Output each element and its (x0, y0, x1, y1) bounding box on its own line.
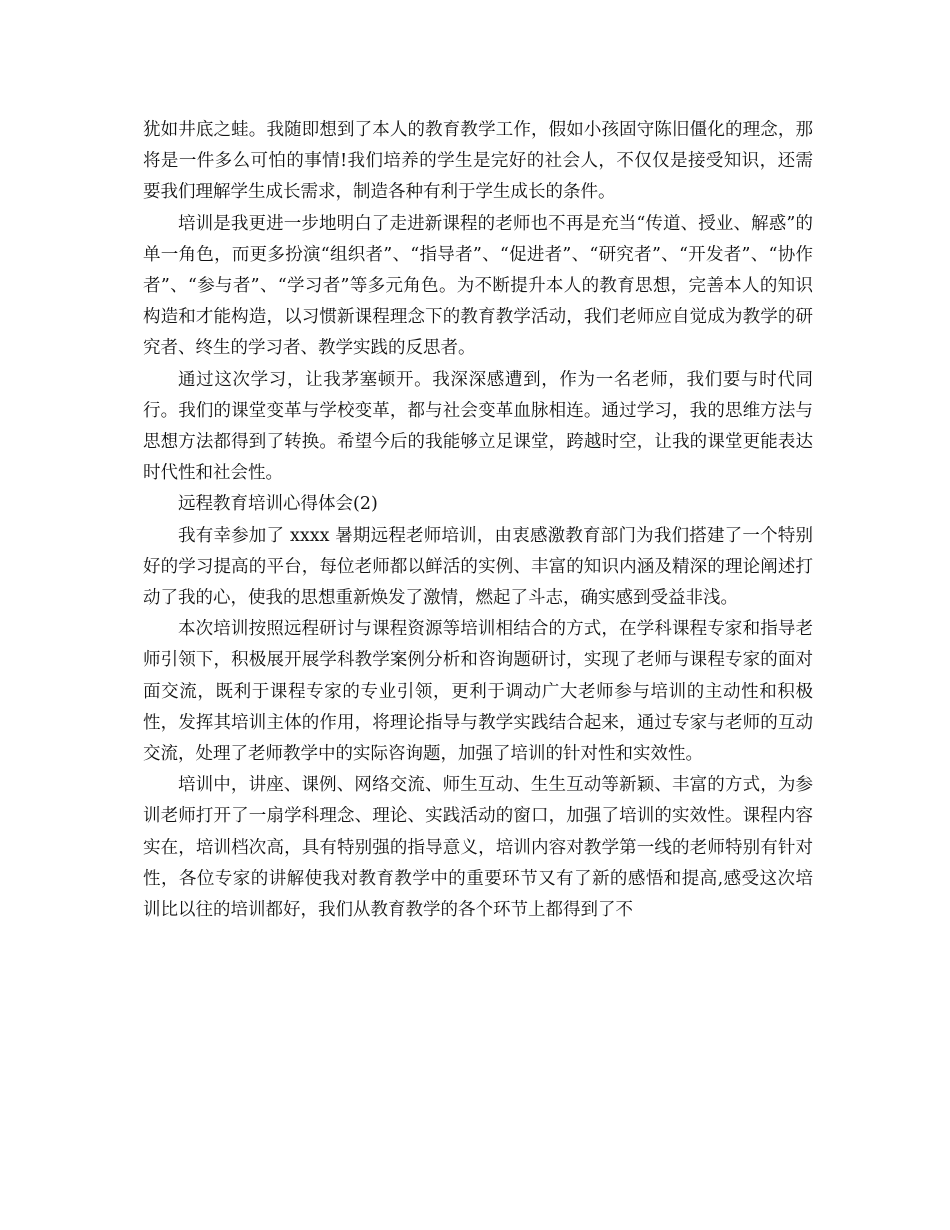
paragraph-training-content: 培训中，讲座、课例、网络交流、师生互动、生生互动等新颖、丰富的方式，为参训老师打开了一扇学科理念、理论、实践活动的窗口，加强了培训的实效性。课程内容实在，培训档次高，具有特别强的指导意义，培训内容对教学第一线的老师特别有针对性，各位专家的讲解使我对教育教学中的重要环节又有了新的感悟和提高,感受这次培训比以往的培训都好，我们从教育教学的各个环节上都得到了不 (143, 775, 813, 921)
paragraph-training-intro: 我有幸参加了 xxxx 暑期远程老师培训，由衷感激教育部门为我们搭建了一个特别好的学习提高的平台，每位老师都以鲜活的实例、丰富的知识内涵及精深的理论阐述打动了我的心，使我的思想重新焕发了激情，燃起了斗志，确实感到受益非浅。 (143, 525, 813, 609)
paragraph-teacher-roles: 培训是我更进一步地明白了走进新课程的老师也不再是充当“传道、授业、解惑”的单一角色，而更多扮演“组织者”、“指导者”、“促进者”、“研究者”、“开发者”、“协作者”、“参与者”、“学习者”等多元角色。为不断提升本人的教育思想，完善本人的知识构造和才能构造，以习惯新课程理念下的教育教学活动，我们老师应自觉成为教学的研究者、终生的学习者、教学实践的反思者。 (143, 213, 813, 359)
paragraph-continuation: 犹如井底之蛙。我随即想到了本人的教育教学工作，假如小孩固守陈旧僵化的理念，那将是一件多么可怕的事情!我们培养的学生是完好的社会人，不仅仅是接受知识，还需要我们理解学生成长需求，制造各种有利于学生成长的条件。 (143, 120, 813, 203)
section-heading: 远程教育培训心得体会(2) (178, 494, 378, 515)
paragraph-training-method: 本次培训按照远程研讨与课程资源等培训相结合的方式，在学科课程专家和指导老师引领下，积极展开展学科教学案例分析和咨询题研讨，实现了老师与课程专家的面对面交流，既利于课程专家的专业引领，更利于调动广大老师参与培训的主动性和积极性，发挥其培训主体的作用，将理论指导与教学实践结合起来，通过专家与老师的互动交流，处理了老师教学中的实际咨询题，加强了培训的针对性和实效性。 (143, 619, 813, 765)
document-body (143, 115, 813, 926)
paragraph-learning-reflection: 通过这次学习，让我茅塞顿开。我深深感遭到，作为一名老师，我们要与时代同行。我们的课堂变革与学校变革，都与社会变革血脉相连。通过学习，我的思维方法与思想方法都得到了转换。希望今后的我能够立足课堂，跨越时空，让我的课堂更能表达时代性和社会性。 (143, 369, 813, 484)
